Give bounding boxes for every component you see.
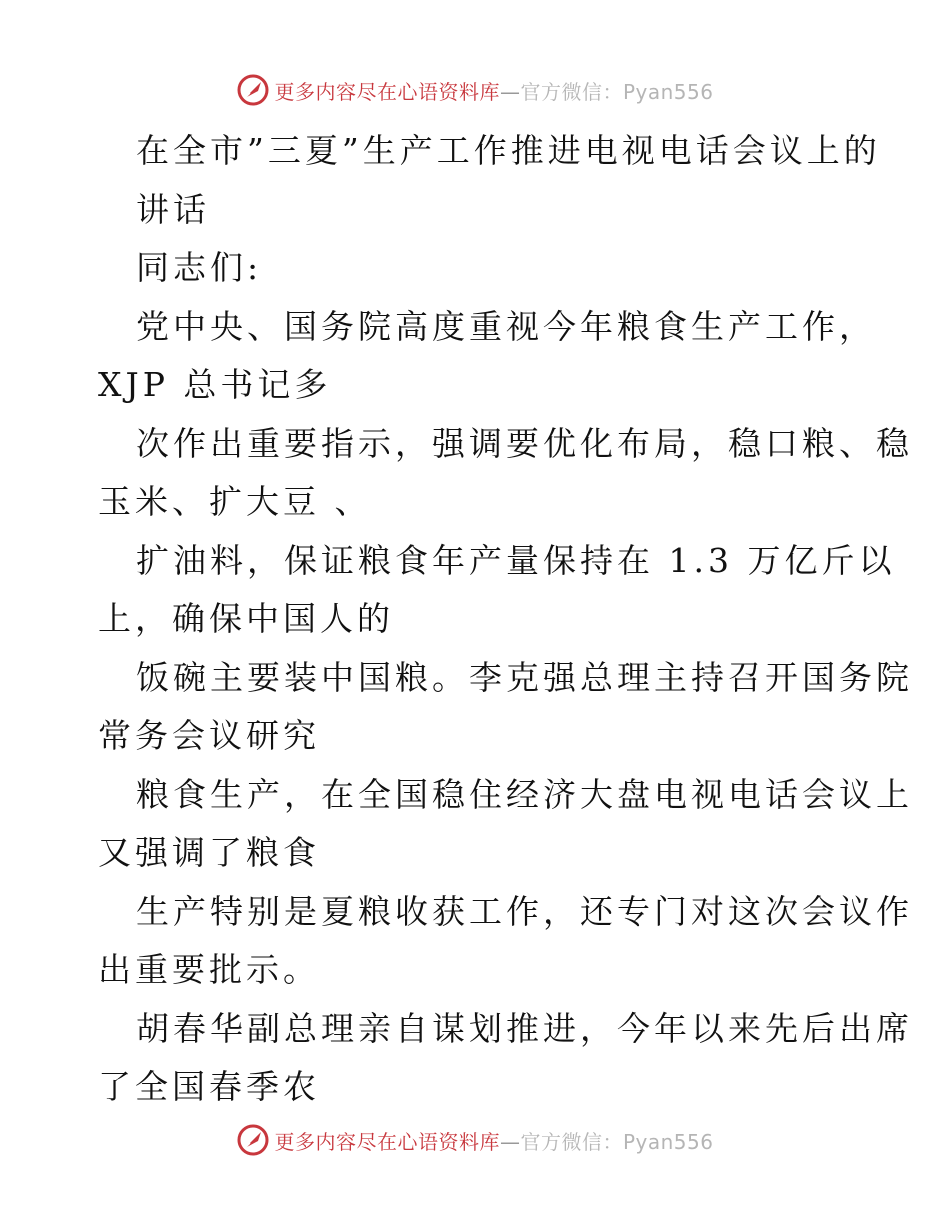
- text-line: 次作出重要指示，强调要优化布局，稳口粮、稳: [136, 423, 913, 463]
- text-line: XJP 总书记多: [98, 365, 332, 404]
- text-line: 玉米、扩大豆 、: [98, 482, 372, 521]
- text-line: 党中央、国务院高度重视今年粮食生产工作，: [136, 306, 876, 346]
- footer-watermark: [0, 1120, 950, 1160]
- title-line-1: 在全市”三夏”生产工作推进电视电话会议上的: [136, 131, 881, 170]
- watermark-wechat: 官方微信：Pyan556: [520, 79, 714, 104]
- watermark-main: 更多内容尽在心语资料库: [274, 79, 500, 104]
- watermark-text: [274, 1126, 713, 1155]
- watermark-main: 更多内容尽在心语资料库: [274, 1129, 500, 1154]
- text-line: 出重要批示。: [98, 950, 320, 989]
- text-line: 胡春华副总理亲自谋划推进，今年以来先后出席: [136, 1008, 913, 1048]
- watermark-wechat: 官方微信：Pyan556: [520, 1129, 714, 1154]
- header-watermark: [0, 70, 950, 110]
- text-line: 粮食生产，在全国稳住经济大盘电视电话会议上: [136, 774, 913, 814]
- title-line-2: 讲话: [136, 189, 210, 229]
- watermark-separator: —: [499, 1129, 521, 1154]
- text-line: 了全国春季农: [98, 1067, 320, 1106]
- quill-logo-icon: [236, 1123, 270, 1157]
- watermark-separator: —: [499, 79, 521, 104]
- text-line: 生产特别是夏粮收获工作，还专门对这次会议作: [136, 891, 913, 931]
- text-line: 饭碗主要装中国粮。李克强总理主持召开国务院: [136, 657, 913, 697]
- quill-logo-icon: [236, 73, 270, 107]
- watermark-text: [274, 76, 713, 105]
- text-line: 扩油料，保证粮食年产量保持在 1.3 万亿斤以: [136, 540, 896, 580]
- text-line: 上，确保中国人的: [98, 599, 394, 638]
- text-line: 又强调了粮食: [98, 833, 320, 872]
- text-line: 常务会议研究: [98, 716, 320, 755]
- salutation: 同志们:: [136, 248, 263, 287]
- document-body: [98, 122, 913, 1117]
